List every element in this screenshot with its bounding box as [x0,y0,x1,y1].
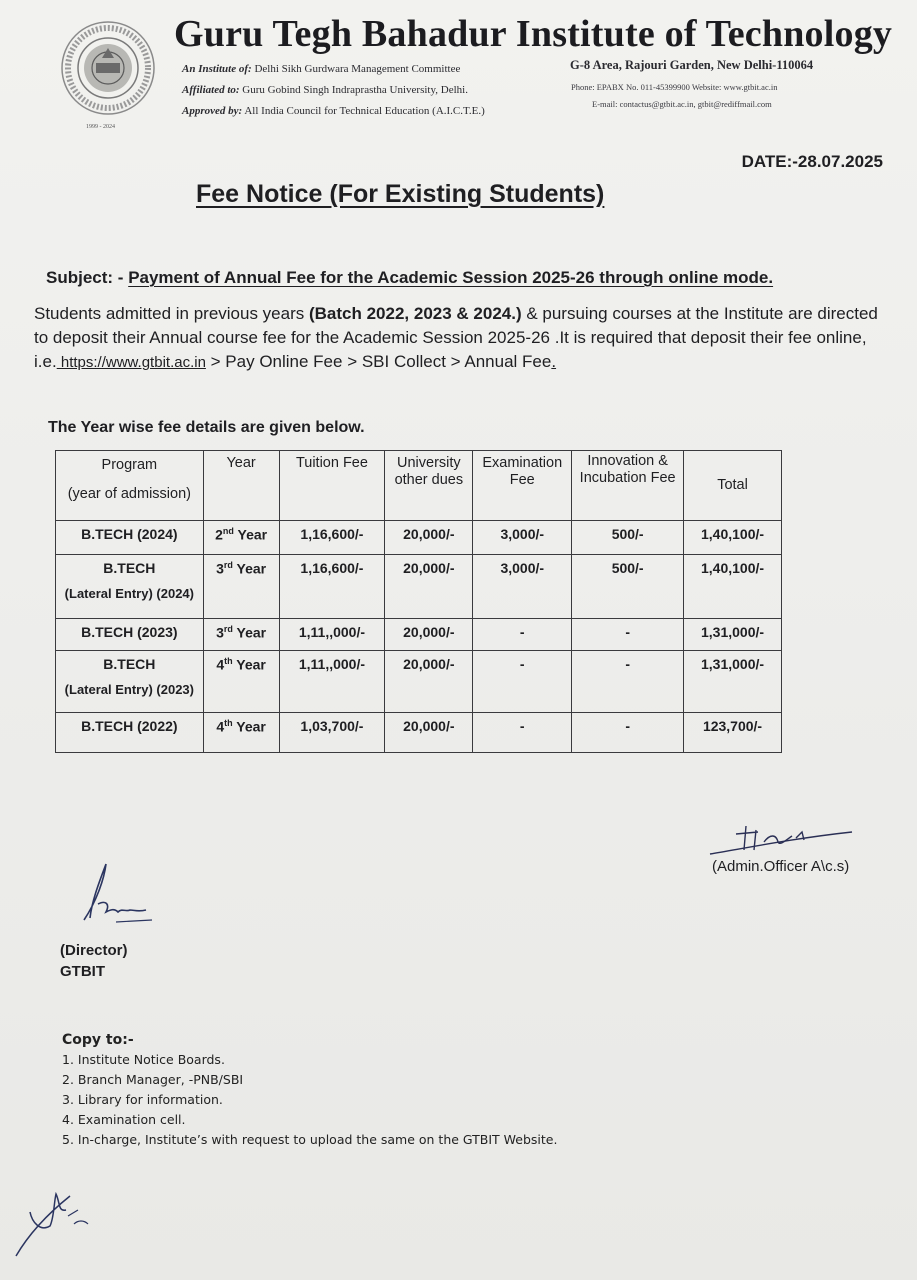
website-link[interactable]: https://www.gtbit.ac.in [56,354,206,371]
institute-seal-logo [56,18,160,118]
fee-table [55,450,782,753]
header-total: Total [684,451,782,521]
cell-year [203,555,279,619]
copy-to-section [62,1030,557,1150]
year-number: 4 [216,718,225,735]
approved-line [182,105,485,117]
subject-line [46,268,773,288]
phone-website-line: Phone: EPABX No. 011-45399900 Website: www.gtbit.ac.in [571,82,778,92]
cell-innovation: 500/- [572,521,684,555]
cell-program [56,521,204,555]
year-suffix: rd [223,624,233,634]
cell-exam: 3,000/- [473,555,572,619]
institute-of-label: An Institute of: [182,63,252,75]
seal-year: 1999 - 2024 [86,124,115,130]
header-university: University other dues [385,451,473,521]
fee-row [56,555,782,619]
cell-tuition: 1,16,600/- [279,521,385,555]
cell-year [203,521,279,555]
year-suffix: th [224,656,233,666]
program-name: B.TECH (2024) [81,526,178,542]
year-number: 4 [216,656,225,673]
cell-total: 1,31,000/- [684,651,782,713]
director-signature [76,860,166,935]
copy-to-item: 2. Branch Manager, -PNB/SBI [62,1072,244,1087]
year-number: 3 [216,624,224,641]
fee-row [56,521,782,555]
year-word: Year [232,718,266,735]
admin-officer-label: (Admin.Officer A\c.s) [712,858,850,875]
notice-body [34,302,886,375]
header-program-label: Program [101,457,158,473]
body-end: . [551,352,557,371]
cell-total: 1,40,100/- [684,521,782,555]
fee-intro: The Year wise fee details are given below. [48,419,365,436]
director-block [60,940,128,982]
body-part2: & pursuing courses at the Institute are directed to deposit their Annual course fee for the Academic Session 2025-26 .It is required that deposit their fee online, i.e. [34,304,878,371]
cell-innovation: - [572,713,684,753]
year-word: Year [232,624,267,641]
cell-tuition: 1,03,700/- [279,713,385,753]
cell-total: 1,31,000/- [684,619,782,651]
program-name: B.TECH [103,560,156,576]
cell-total: 123,700/- [684,713,782,753]
cell-university: 20,000/- [385,713,473,753]
payment-path: > Pay Online Fee > SBI Collect > Annual Fee [205,352,552,371]
cell-exam: - [473,713,572,753]
institute-of-line [182,63,460,75]
institute-address: G-8 Area, Rajouri Garden, New Delhi-110064 [570,58,814,72]
cell-tuition: 1,11,,000/- [279,651,385,713]
director-org: GTBIT [60,963,105,980]
cell-program [56,713,204,753]
cell-university: 20,000/- [385,619,473,651]
body-part1: Students admitted in previous years [34,304,309,323]
program-name: B.TECH (2022) [81,718,178,734]
cell-year [203,619,279,651]
fee-row [56,713,782,753]
header-tuition: Tuition Fee [279,451,385,521]
fee-row [56,651,782,713]
approved-label: Approved by: [182,105,243,117]
year-number: 3 [216,560,224,577]
initials-signature [10,1172,120,1267]
cell-innovation: - [572,651,684,713]
affiliated-line [182,84,468,96]
director-label: (Director) [60,942,128,959]
notice-date: DATE:-28.07.2025 [741,152,883,171]
cell-tuition: 1,16,600/- [279,555,385,619]
copy-to-item: 1. Institute Notice Boards. [62,1052,225,1067]
email-line: E-mail: contactus@gtbit.ac.in, gtbit@rediffmail.com [592,99,772,109]
institute-of-value: Delhi Sikh Gurdwara Management Committee [254,63,461,75]
cell-exam: - [473,619,572,651]
notice-title: Fee Notice (For Existing Students) [196,180,605,208]
program-sub: (Lateral Entry) (2023) [64,682,194,697]
cell-exam: - [473,651,572,713]
header-exam: Examination Fee [473,451,572,521]
copy-to-item: 3. Library for information. [62,1092,223,1107]
cell-year [203,713,279,753]
cell-university: 20,000/- [385,521,473,555]
fee-table-header [56,451,782,521]
cell-program [56,651,204,713]
year-number: 2 [215,526,223,543]
cell-innovation: 500/- [572,555,684,619]
fee-row [56,619,782,651]
program-sub: (Lateral Entry) (2024) [64,586,194,601]
cell-program [56,619,204,651]
copy-to-item: 4. Examination cell. [62,1112,186,1127]
cell-tuition: 1,11,,000/- [279,619,385,651]
year-suffix: nd [222,526,234,536]
cell-total: 1,40,100/- [684,555,782,619]
cell-exam: 3,000/- [473,521,572,555]
body-batch: (Batch 2022, 2023 & 2024.) [308,304,522,323]
year-suffix: th [224,718,233,728]
institute-name: Guru Tegh Bahadur Institute of Technology [174,13,893,55]
year-word: Year [232,656,266,673]
approved-value: All India Council for Technical Education (A.I.C.T.E.) [244,105,485,117]
cell-program [56,555,204,619]
header-program [56,451,204,521]
header-program-sub: (year of admission) [67,486,191,502]
affiliated-value: Guru Gobind Singh Indraprastha University, Delhi. [242,84,468,96]
cell-innovation: - [572,619,684,651]
affiliated-label: Affiliated to: [182,84,240,96]
subject-label: Subject: - [46,268,124,287]
subject-text: Payment of Annual Fee for the Academic Session 2025-26 through online mode. [128,268,774,287]
cell-university: 20,000/- [385,555,473,619]
copy-to-heading: Copy to:- [62,1032,134,1048]
cell-year [203,651,279,713]
header-year: Year [203,451,279,521]
year-suffix: rd [223,560,233,570]
year-word: Year [232,560,267,577]
program-name: B.TECH [103,656,156,672]
program-name: B.TECH (2023) [81,624,178,640]
copy-to-item: 5. In-charge, Institute’s with request to upload the same on the GTBIT Website. [62,1132,558,1147]
year-word: Year [233,526,268,543]
header-innovation: Innovation & Incubation Fee [572,451,684,521]
cell-university: 20,000/- [385,651,473,713]
